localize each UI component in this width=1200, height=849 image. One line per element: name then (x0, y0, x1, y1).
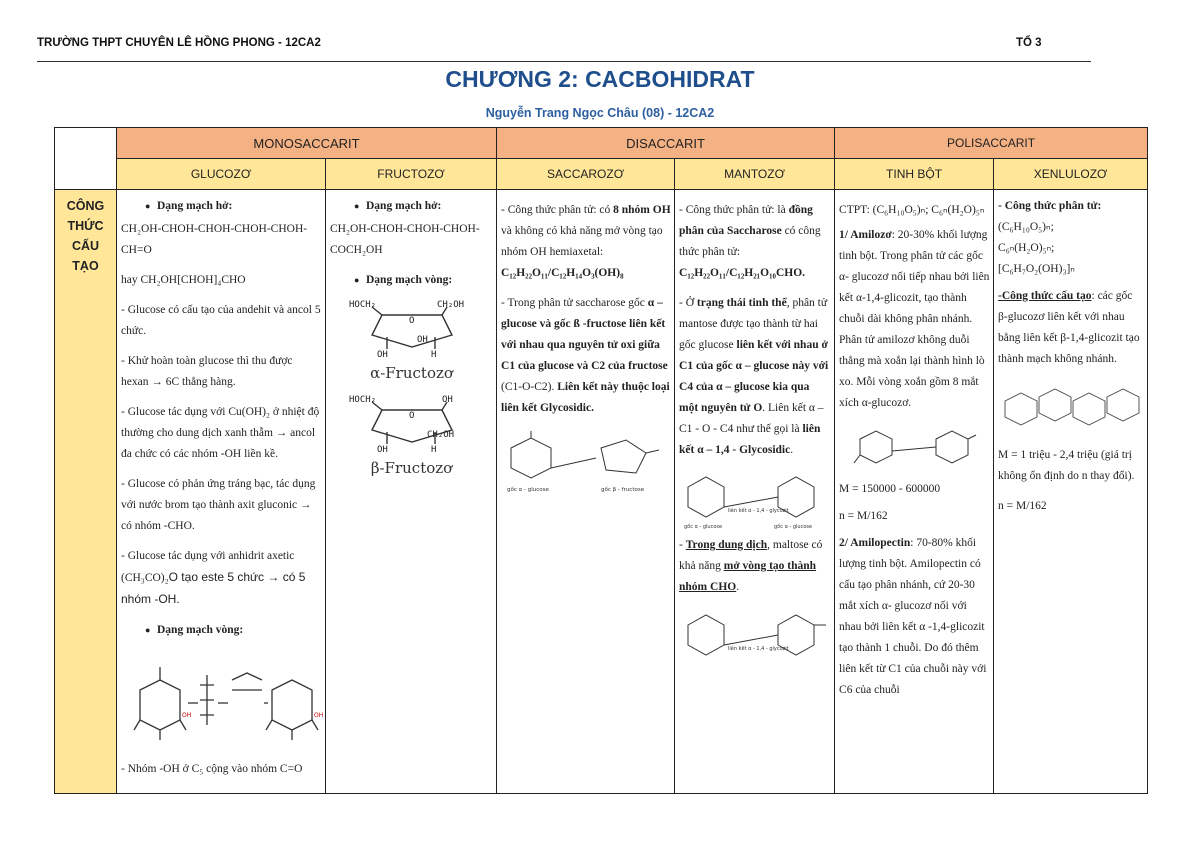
cell-mantozo (675, 190, 835, 794)
group-header: TỔ 3 (1016, 37, 1042, 49)
col-mantozo: MANTOZƠ (675, 159, 835, 190)
oh-red-label-right: OH (313, 712, 323, 719)
alpha-fructose-ring (347, 297, 477, 359)
alpha-atom-label: OH (376, 350, 388, 360)
glucozo-p2: - Khử hoàn toàn glucose thì thu được hexan → 6C thẳng hàng. (121, 355, 293, 388)
mantozo-p1: - Công thức phân tử: là đồng phân của Saccharose có công thức phân tử: C₁₂H₂₂O₁₁/C₁₂H₂₁O₁₀CHO. (679, 204, 821, 279)
row-label-line: TẠO (72, 259, 99, 273)
col-saccarozo: SACCAROZƠ (497, 159, 675, 190)
beta-atom-label: HOCH₂ (348, 395, 376, 405)
saccharose-structure (501, 428, 671, 498)
col-xenlulozo: XENLULOZƠ (994, 159, 1148, 190)
saccarozo-p1: - Công thức phân tử: có 8 nhóm OH và không có khả năng mở vòng tạo nhóm OH hemiaxetal: C₁₂H₂₂O₁₁/C₁₂H₁₄O₃(OH)₈ (501, 204, 671, 279)
group-polisaccarit: POLISACCARIT (835, 128, 1148, 159)
saccarozo-p2: - Trong phân tử saccharose gốc α – glucose và gốc ß -fructose liên kết với nhau qua nguyên tử oxi giữa C1 của glucose và C2 của fructose (C1-O-C2). Liên kết này thuộc loại liên kết Glycosidic. (501, 297, 670, 414)
xenlulozo-cau-tao: -Công thức cấu tạo: các gốc β-glucozơ liên kết với nhau bằng liên kết β-1,4-glicozit tạo thành mạch không nhánh. (998, 290, 1140, 365)
maltose-solution-structure (680, 607, 830, 663)
maltose-crystal-structure (680, 467, 830, 531)
row-label-line: THỨC (67, 219, 104, 233)
school-header: TRƯỜNG THPT CHUYÊN LÊ HỒNG PHONG - 12CA2 (37, 37, 321, 49)
glucozo-p5: - Glucose tác dụng với anhidrit axetic (CH₃CO)₂O tạo este 5 chức → có 5 nhóm -OH. (121, 550, 306, 606)
tinhbot-ctpt: CTPT: (C₆H₁₀O₅)ₙ; C₆ₙ(H₂O)₅ₙ (839, 204, 985, 216)
cellulose-structure (999, 379, 1144, 441)
oh-red-label-left: OH (181, 712, 191, 719)
cell-saccarozo (497, 190, 675, 794)
glucozo-p6: - Nhóm -OH ở C₅ cộng vào nhóm C=O (121, 763, 303, 775)
fructozo-formula: CH₂OH-CHOH-CHOH-CHOH-COCH₂OH (330, 223, 480, 256)
beta-atom-label: CH₂OH (426, 430, 454, 440)
saccharose-caption-left: gốc α - glucose (507, 487, 549, 493)
glucozo-formula1: CH₂OH-CHOH-CHOH-CHOH-CHOH-CH=O (121, 223, 308, 256)
row-label-line: CÔNG (66, 199, 105, 213)
row-label-line: CẤU (71, 239, 100, 253)
maltose-bond-caption: liên kết α - 1,4 - glycozit (728, 508, 789, 514)
alpha-atom-label: H (430, 350, 436, 360)
alpha-atom-label: CH₂OH (436, 300, 464, 310)
fructozo-open-chain-title: ● Dạng mạch hở: (330, 196, 493, 217)
author-line: Nguyễn Trang Ngọc Châu (08) - 12CA2 (485, 106, 715, 120)
glucozo-open-chain-title: ● Dạng mạch hở: (121, 196, 322, 217)
mantozo-p3: - Trong dung dịch, maltose có khả năng mở vòng tạo thành nhóm CHO. (679, 539, 823, 593)
beta-atom-label: OH (441, 395, 453, 405)
header-divider (37, 61, 1091, 62)
beta-fructose-label: β-Fructozơ (370, 459, 453, 477)
cell-tinhbot (835, 190, 994, 794)
alpha-atom-label: HOCH₂ (348, 300, 376, 310)
page-title: CHƯƠNG 2: CACBOHIDRAT (445, 66, 755, 92)
row-label-cong-thuc-cau-tao (55, 190, 117, 794)
cell-fructozo (326, 190, 497, 794)
beta-atom-label: H (430, 445, 436, 455)
cell-glucozo (117, 190, 326, 794)
fructozo-ring-title: ● Dạng mạch vòng: (330, 270, 493, 291)
amylose-structure (850, 423, 980, 475)
saccharose-caption-right: gốc β - fructose (601, 487, 645, 493)
alpha-atom-label: O (408, 316, 414, 326)
glucozo-p4: - Glucose có phản ứng tráng bạc, tác dụng với nước brom tạo thành axit gluconic → có nhóm -CHO. (121, 478, 316, 532)
group-disaccarit: DISACCARIT (497, 128, 835, 159)
xenlulozo-ctpt: - Công thức phân tử: (C₆H₁₀O₅)ₙ; C₆ₙ(H₂O)₅ₙ; [C₆H₇O₂(OH)₃]ₙ (998, 200, 1102, 275)
group-monosaccarit: MONOSACCARIT (117, 128, 497, 159)
mantozo-p2: - Ở trạng thái tinh thể, phân tử mantose được tạo thành từ hai gốc glucose liên kết với nhau ở C1 của gốc α – glucose này với C4 của α – glucose kia qua một nguyên tử O. Liên kết α – C1 - O - C4 như thế gọi là liên kết α – 1,4 - Glycosidic. (679, 297, 829, 456)
maltose-solution-bond-caption: liên kết α - 1,4 - glycozit (728, 646, 789, 652)
beta-atom-label: O (408, 411, 414, 421)
glucose-ring-opening-figure (122, 645, 322, 755)
carbohydrate-table (54, 127, 1148, 794)
glucozo-p1: - Glucose có cấu tạo của andehit và ancol 5 chức. (121, 304, 321, 337)
cell-xenlulozo (994, 190, 1148, 794)
xenlulozo-n: n = M/162 (998, 500, 1047, 512)
maltose-caption-right: gốc α - glucose (774, 524, 813, 530)
col-fructozo: FRUCTOZƠ (326, 159, 497, 190)
maltose-caption-left: gốc α - glucose (684, 524, 723, 530)
xenlulozo-m: M = 1 triệu - 2,4 triệu (giá trị không ổn định do n thay đổi). (998, 449, 1135, 482)
tinhbot-n: n = M/162 (839, 510, 888, 522)
tinhbot-amilopectin: 2/ Amilopectin: 70-80% khối lượng tinh bột. Amilopectin có cấu tạo phân nhánh, cứ 20-30 mắt xích α- glucozơ nối với nhau bởi liên kết α -1,4-glicozit tạo thành 1 chuỗi. Do đó thêm liên kết từ C1 của chuỗi này với C6 của chuỗi (839, 537, 987, 696)
tinhbot-m: M = 150000 - 600000 (839, 483, 941, 495)
corner-cell (55, 128, 117, 190)
glucozo-p3: - Glucose tác dụng với Cu(OH)₂ ở nhiệt độ thường cho dung dịch xanh thẫm → ancol đa chức có các nhóm -OH liền kề. (121, 406, 320, 460)
alpha-fructose-label: α-Fructozơ (370, 364, 453, 382)
glucozo-formula2: hay CH₂OH[CHOH]₄CHO (121, 274, 246, 286)
alpha-atom-label: OH (416, 335, 428, 345)
glucozo-ring-title: ● Dạng mạch vòng: (121, 620, 322, 641)
beta-fructose-ring (347, 392, 477, 454)
col-tinhbot: TINH BỘT (835, 159, 994, 190)
tinhbot-amilozo: 1/ Amilozơ: 20-30% khối lượng tinh bột. Trong phân tử các gốc α- glucozơ nối tiếp nhau bởi liên kết α-1,4-glicozit, tạo thành chuỗi dài không phân nhánh. Phân tử amilozơ không duỗi thẳng mà xoắn lại thành hình lò xo. Mỗi vòng xoắn gồm 8 mắt xích α-glucozơ. (839, 229, 990, 409)
beta-atom-label: OH (376, 445, 388, 455)
col-glucozo: GLUCOZƠ (117, 159, 326, 190)
